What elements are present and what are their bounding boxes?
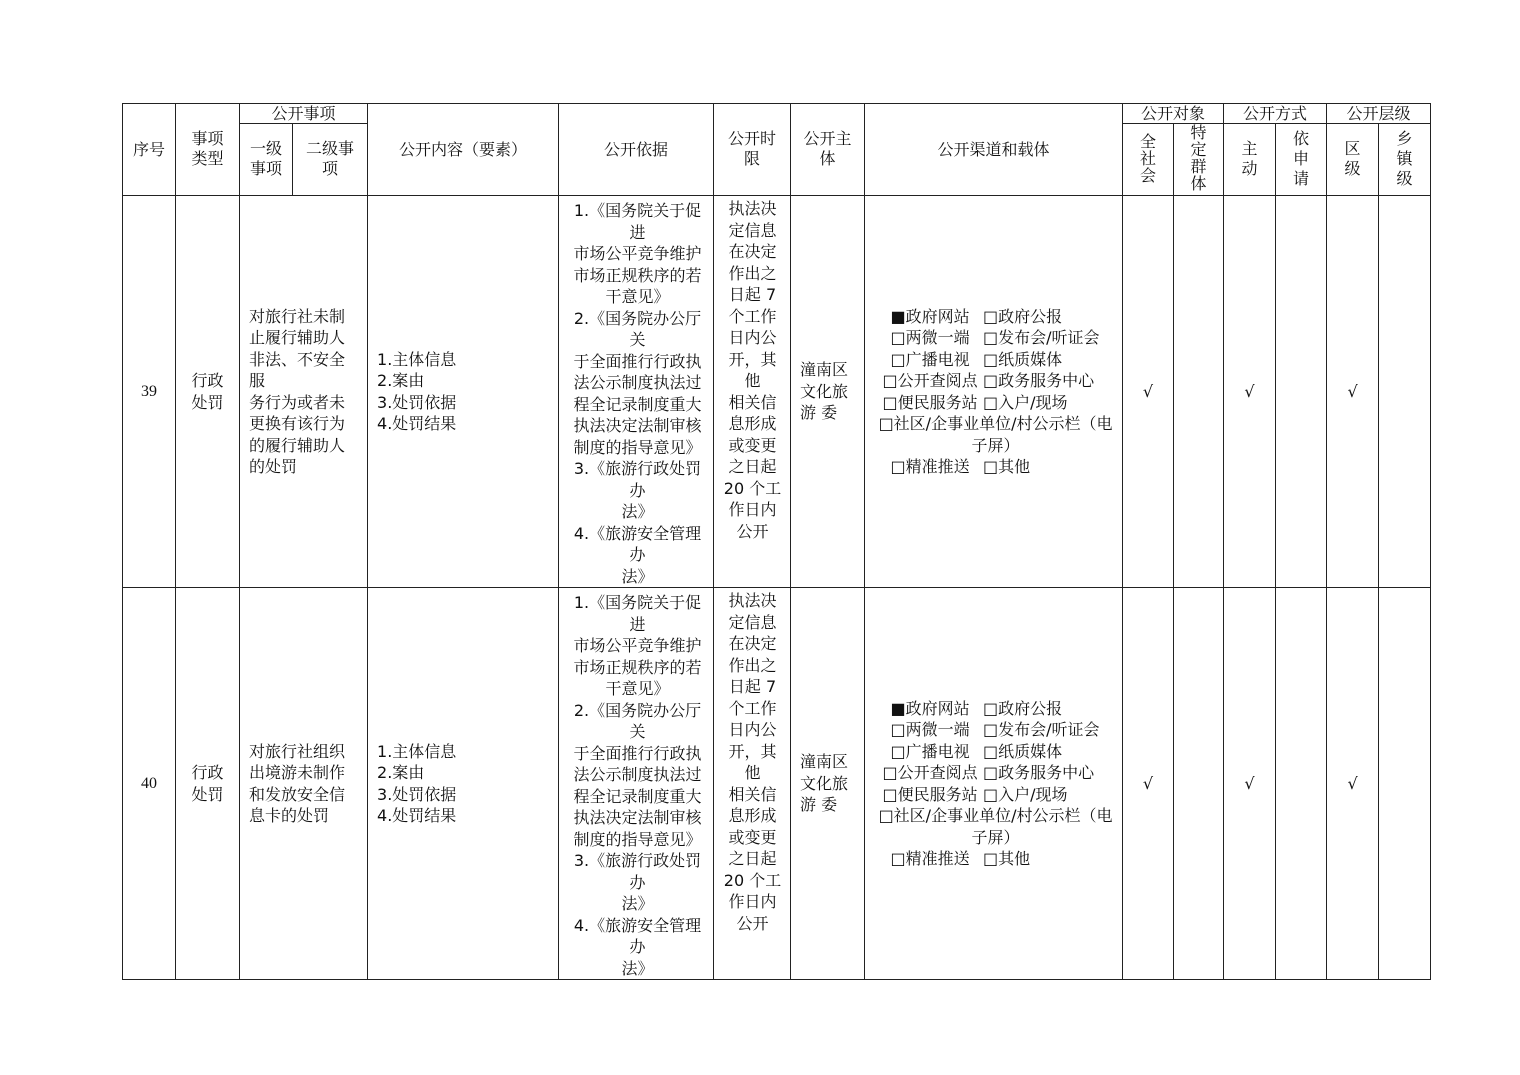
channel-option: □其他	[983, 849, 1031, 868]
row-level-town	[1379, 588, 1431, 980]
channel-option: □入户/现场	[983, 784, 1068, 804]
channel-option: □政府公报	[983, 306, 1063, 326]
channel-option: □广播电视	[890, 741, 970, 761]
row-method-active: √	[1224, 588, 1276, 980]
header-item-type: 事项类型	[176, 104, 240, 196]
row-subject: 潼南区 文化旅 游 委	[791, 588, 865, 980]
channel-option: □公开查阅点	[882, 763, 978, 782]
header-level-district: 区级	[1327, 124, 1379, 196]
header-target: 公开对象	[1123, 104, 1224, 124]
row-channels	[865, 196, 1123, 588]
row-item: 对旅行社未制 止履行辅助人 非法、不安全服 务行为或者未 更换有该行为 的履行辅助人 的处罚	[240, 196, 368, 588]
header-public-matters: 公开事项	[240, 104, 368, 124]
row-target-specific	[1174, 588, 1224, 980]
channel-option: □其他	[983, 457, 1031, 476]
channel-option: □政府公报	[983, 698, 1063, 718]
channel-option: □纸质媒体	[983, 349, 1063, 369]
row-subject: 潼南区 文化旅 游 委	[791, 196, 865, 588]
header-seq: 序号	[123, 104, 176, 196]
disclosure-table	[122, 103, 1431, 980]
channel-option: □广播电视	[890, 349, 970, 369]
header-method: 公开方式	[1224, 104, 1327, 124]
row-target-specific	[1174, 196, 1224, 588]
channel-option: □社区/企事业单位/村公示栏（电子屏）	[878, 806, 1113, 847]
row-level-district: √	[1327, 196, 1379, 588]
row-channels	[865, 588, 1123, 980]
channel-option: □两微一端	[890, 328, 970, 347]
header-basis: 公开依据	[559, 104, 714, 196]
row-time-limit: 执法决 定信息 在决定 作出之 日起 7 个工作 日内公 开，其他 相关信 息形成 或变更 之日起 20 个工 作日内 公开	[714, 588, 791, 980]
row-method-request	[1276, 196, 1327, 588]
row-target-all: √	[1123, 588, 1174, 980]
channel-option: □纸质媒体	[983, 741, 1063, 761]
channel-option: □便民服务站	[882, 784, 978, 804]
header-level2: 二级事项	[293, 124, 368, 196]
row-level-town	[1379, 196, 1431, 588]
table-row	[123, 588, 1431, 980]
channel-option: □发布会/听证会	[983, 720, 1100, 739]
row-level-district: √	[1327, 588, 1379, 980]
header-level-town: 乡镇级	[1379, 124, 1431, 196]
row-target-all: √	[1123, 196, 1174, 588]
row-content: 1.主体信息 2.案由 3.处罚依据 4.处罚结果	[368, 196, 559, 588]
row-basis: 1.《国务院关于促进 市场公平竞争维护 市场正规秩序的若 干意见》 2.《国务院办公厅关 于全面推行行政执 法公示制度执法过 程全记录制度重大 执法决定法制审核 制度的指导意见》 3.《旅游行政处罚办 法》 4.《旅游安全管理办 法》	[559, 588, 714, 980]
channel-option: □政务服务中心	[983, 763, 1095, 782]
row-method-active: √	[1224, 196, 1276, 588]
channel-option: ■政府网站	[890, 698, 970, 718]
channel-option: □两微一端	[890, 720, 970, 739]
row-method-request	[1276, 588, 1327, 980]
channel-option: □精准推送	[890, 849, 970, 868]
channel-option: □入户/现场	[983, 392, 1068, 412]
row-item: 对旅行社组织 出境游未制作 和发放安全信 息卡的处罚	[240, 588, 368, 980]
header-level: 公开层级	[1327, 104, 1431, 124]
channel-option: □政务服务中心	[983, 371, 1095, 390]
channel-option: □精准推送	[890, 457, 970, 476]
header-time-limit: 公开时限	[714, 104, 791, 196]
header-subject: 公开主体	[791, 104, 865, 196]
row-type: 行政 处罚	[176, 588, 240, 980]
header-method-request: 依申请	[1276, 124, 1327, 196]
header-channels: 公开渠道和载体	[865, 104, 1123, 196]
channel-option: □公开查阅点	[882, 371, 978, 390]
channel-option: □发布会/听证会	[983, 328, 1100, 347]
row-basis: 1.《国务院关于促进 市场公平竞争维护 市场正规秩序的若 干意见》 2.《国务院办公厅关 于全面推行行政执 法公示制度执法过 程全记录制度重大 执法决定法制审核 制度的指导意见》 3.《旅游行政处罚办 法》 4.《旅游安全管理办 法》	[559, 196, 714, 588]
row-content: 1.主体信息 2.案由 3.处罚依据 4.处罚结果	[368, 588, 559, 980]
header-content: 公开内容（要素）	[368, 104, 559, 196]
row-seq: 40	[123, 588, 176, 980]
header-target-specific: 特定群体	[1174, 124, 1224, 196]
channel-option: □社区/企事业单位/村公示栏（电子屏）	[878, 414, 1113, 455]
header-target-all: 全社会	[1123, 124, 1174, 196]
row-time-limit: 执法决 定信息 在决定 作出之 日起 7 个工作 日内公 开，其他 相关信 息形成 或变更 之日起 20 个工 作日内 公开	[714, 196, 791, 588]
header-method-active: 主动	[1224, 124, 1276, 196]
channel-option: ■政府网站	[890, 306, 970, 326]
header-level1: 一级事项	[240, 124, 293, 196]
row-type: 行政 处罚	[176, 196, 240, 588]
table-row	[123, 196, 1431, 588]
channel-option: □便民服务站	[882, 392, 978, 412]
row-seq: 39	[123, 196, 176, 588]
